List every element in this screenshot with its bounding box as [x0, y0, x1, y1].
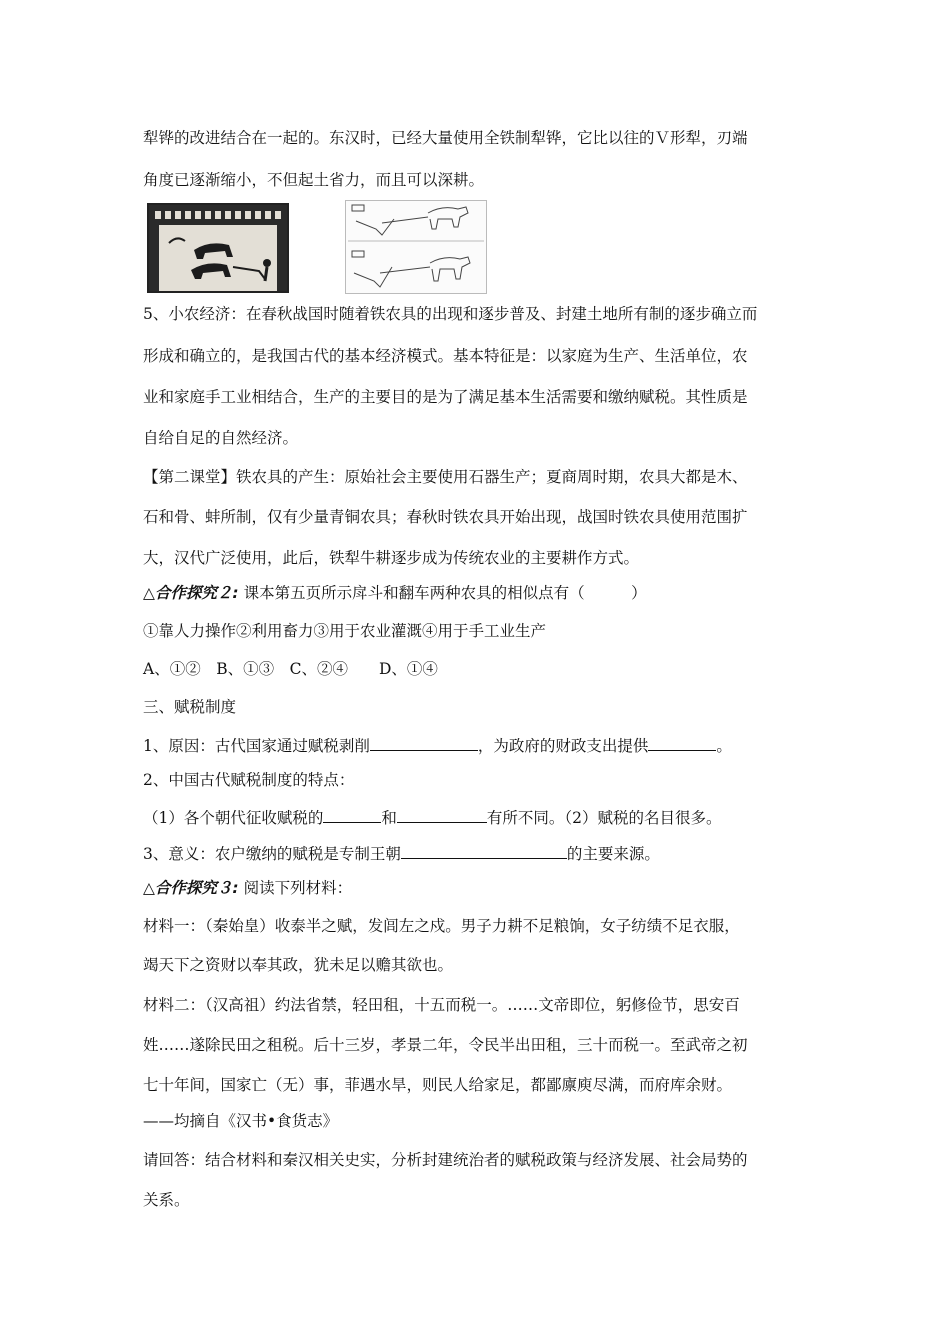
- paragraph-line: 业和家庭手工业相结合，生产的主要目的是为了满足基本生活需要和缴纳赋税。其性质是: [143, 388, 748, 406]
- paragraph-line: 犁铧的改进结合在一起的。东汉时，已经大量使用全铁制犁铧，它比以往的Ｖ形犁，刃端: [143, 129, 748, 147]
- material-line: 材料一：（秦始皇）收泰半之赋，发闾左之戍。男子力耕不足粮饷，女子纺绩不足衣服，: [143, 917, 740, 935]
- paragraph-line: 形成和确立的，是我国古代的基本经济模式。基本特征是：以家庭为生产、生活单位，农: [143, 347, 748, 365]
- fill-3-text-a: 3、意义：农户缴纳的赋税是专制王朝: [143, 845, 401, 863]
- fill-2-text-b: 和: [381, 809, 397, 827]
- paragraph-line: 5、小农经济：在春秋战国时随着铁农具的出现和逐步普及、封建土地所有制的逐步确立而: [143, 305, 758, 323]
- explore-3-line: [143, 878, 823, 898]
- material-line: 姓……遂除民田之租税。后十三岁，孝景二年，令民半出田租，三十而税一。至武帝之初: [143, 1036, 748, 1054]
- section-3-title: 三、赋税制度: [143, 698, 237, 716]
- explore-3-text: 阅读下列材料：: [243, 879, 353, 897]
- fill-3-text-b: 的主要来源。: [566, 845, 660, 863]
- fill-1-text-c: 。: [716, 737, 732, 755]
- paragraph-line: 【第二课堂】铁农具的产生：原始社会主要使用石器生产；夏商周时期，农具大都是木、: [143, 468, 748, 486]
- explore-2-label: △合作探究２:: [143, 584, 239, 602]
- fill-1-text-b: ，为政府的财政支出提供: [477, 737, 649, 755]
- ox-plowing-relief-image: [147, 203, 289, 293]
- source-citation: ——均摘自《汉书•食货志》: [143, 1112, 339, 1130]
- blank-field: [397, 806, 487, 823]
- fill-1-text-a: 1、原因：古代国家通过赋税剥削: [143, 737, 370, 755]
- fill-line-2: [143, 806, 823, 828]
- fill-2-text-c: 有所不同。（2）赋税的名目很多。: [486, 809, 722, 827]
- fill-2-text-a: （1）各个朝代征收赋税的: [143, 809, 324, 827]
- explore-2-text: 课本第五页所示戽斗和翻车两种农具的相似点有（ ）: [243, 584, 647, 602]
- blank-field: [648, 734, 716, 751]
- question-line: 请回答：结合材料和秦汉相关史实，分析封建统治者的赋税政策与经济发展、社会局势的: [143, 1151, 748, 1169]
- fill-line-1: [143, 734, 823, 756]
- blank-field: [401, 842, 567, 859]
- blank-field: [370, 734, 478, 751]
- material-line: 材料二：（汉高祖）约法省禁，轻田租，十五而税一。……文帝即位，躬修俭节，思安百: [143, 996, 740, 1014]
- answers-line: A、①② B、①③ C、②④ D、①④: [143, 660, 438, 678]
- question-line: 关系。: [143, 1191, 190, 1209]
- paragraph-line: 角度已逐渐缩小，不但起土省力，而且可以深耕。: [143, 171, 485, 189]
- paragraph-line: 石和骨、蚌所制，仅有少量青铜农具；春秋时铁农具开始出现，战国时铁农具使用范围扩: [143, 508, 748, 526]
- material-line: 竭天下之资财以奉其政，犹未足以赡其欲也。: [143, 956, 454, 974]
- item-2-line: 2、中国古代赋税制度的特点：: [143, 771, 355, 789]
- plow-line-drawing-image: [345, 200, 487, 294]
- explore-3-label: △合作探究３:: [143, 879, 239, 897]
- fill-line-3: [143, 842, 823, 864]
- material-line: 七十年间，国家亡（无）事，菲遇水旱，则民人给家足，都鄙廪庾尽满，而府库余财。: [143, 1076, 733, 1094]
- explore-2-line: [143, 583, 823, 603]
- blank-field: [323, 806, 381, 823]
- paragraph-line: 大，汉代广泛使用，此后，铁犁牛耕逐步成为传统农业的主要耕作方式。: [143, 549, 640, 567]
- paragraph-line: 自给自足的自然经济。: [143, 429, 299, 447]
- options-line: ①靠人力操作②利用畜力③用于农业灌溉④用于手工业生产: [143, 622, 547, 640]
